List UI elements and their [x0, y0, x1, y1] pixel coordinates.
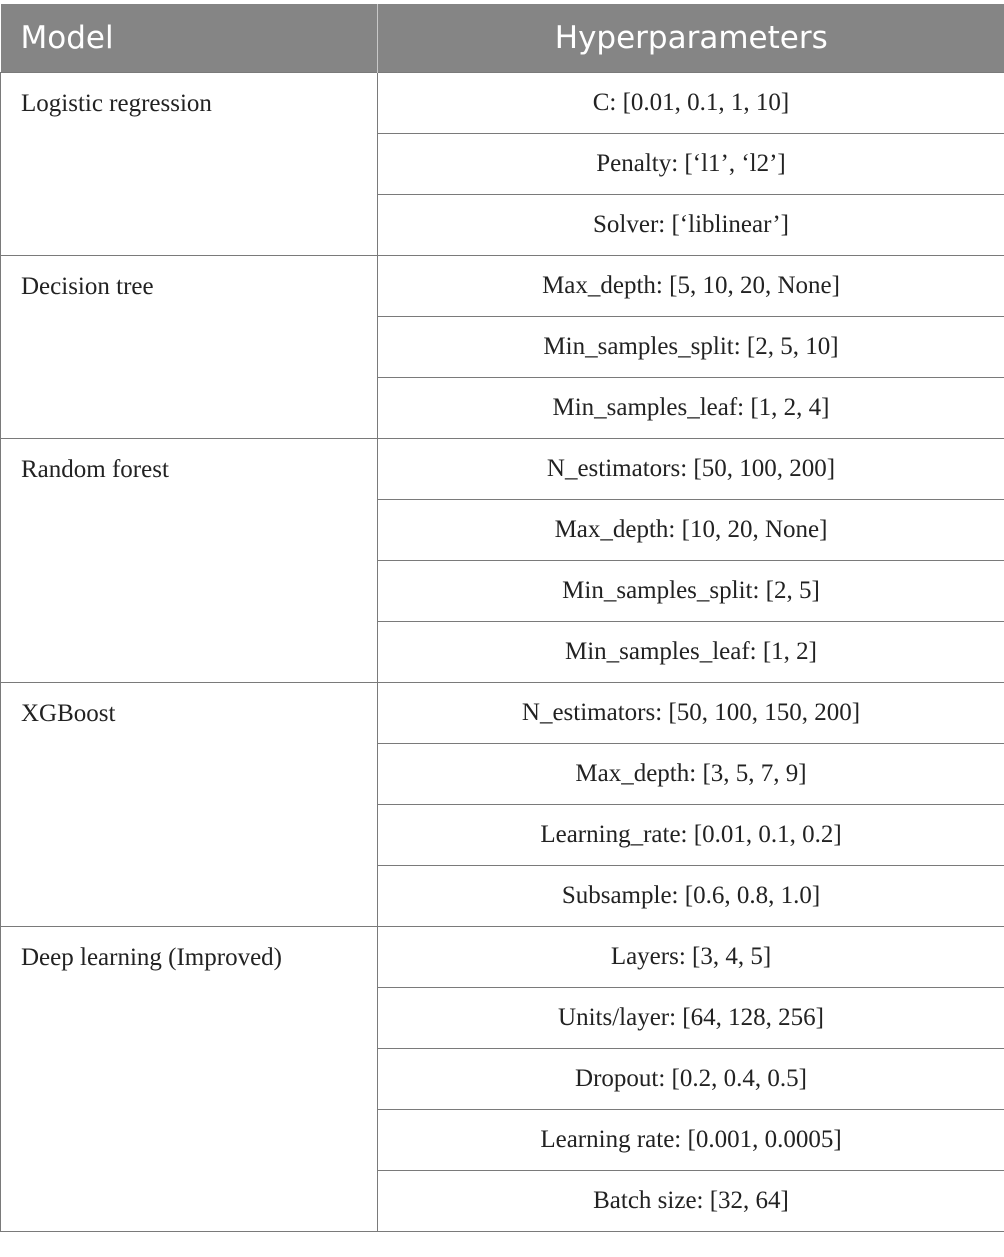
model-name-cell: Decision tree — [1, 256, 378, 439]
hyperparameter-cell: Min_samples_leaf: [1, 2, 4] — [378, 378, 1004, 439]
hyperparameter-cell: Learning_rate: [0.01, 0.1, 0.2] — [378, 805, 1004, 866]
hyperparameter-cell: Solver: [‘liblinear’] — [378, 195, 1004, 256]
header-row — [1, 4, 1004, 73]
hyperparameter-cell: C: [0.01, 0.1, 1, 10] — [378, 73, 1004, 134]
hyperparameter-cell: N_estimators: [50, 100, 200] — [378, 439, 1004, 500]
model-name-cell: Logistic regression — [1, 73, 378, 256]
table-row — [1, 439, 1004, 500]
hyperparameter-cell: Max_depth: [5, 10, 20, None] — [378, 256, 1004, 317]
model-name-cell: XGBoost — [1, 683, 378, 927]
hyperparameter-cell: Learning rate: [0.001, 0.0005] — [378, 1110, 1004, 1171]
hyperparameter-cell: Units/layer: [64, 128, 256] — [378, 988, 1004, 1049]
hyperparameter-cell: Max_depth: [3, 5, 7, 9] — [378, 744, 1004, 805]
hyperparameter-cell: N_estimators: [50, 100, 150, 200] — [378, 683, 1004, 744]
table-header — [1, 4, 1004, 73]
hyperparameter-cell: Max_depth: [10, 20, None] — [378, 500, 1004, 561]
table-row — [1, 256, 1004, 317]
header-model: Model — [1, 4, 378, 73]
hyperparameter-cell: Min_samples_leaf: [1, 2] — [378, 622, 1004, 683]
hyperparameter-cell: Batch size: [32, 64] — [378, 1171, 1004, 1232]
table-body — [1, 73, 1004, 1232]
table-row — [1, 927, 1004, 988]
hyperparameter-cell: Layers: [3, 4, 5] — [378, 927, 1004, 988]
hyperparameter-cell: Penalty: [‘l1’, ‘l2’] — [378, 134, 1004, 195]
hyperparameter-cell: Subsample: [0.6, 0.8, 1.0] — [378, 866, 1004, 927]
header-hyperparameters: Hyperparameters — [378, 4, 1004, 73]
hyperparameters-table — [0, 4, 1004, 1232]
table-row — [1, 683, 1004, 744]
model-name-cell: Random forest — [1, 439, 378, 683]
table-row — [1, 73, 1004, 134]
hyperparameter-cell: Min_samples_split: [2, 5] — [378, 561, 1004, 622]
model-name-cell: Deep learning (Improved) — [1, 927, 378, 1232]
hyperparameter-cell: Min_samples_split: [2, 5, 10] — [378, 317, 1004, 378]
hyperparameter-cell: Dropout: [0.2, 0.4, 0.5] — [378, 1049, 1004, 1110]
